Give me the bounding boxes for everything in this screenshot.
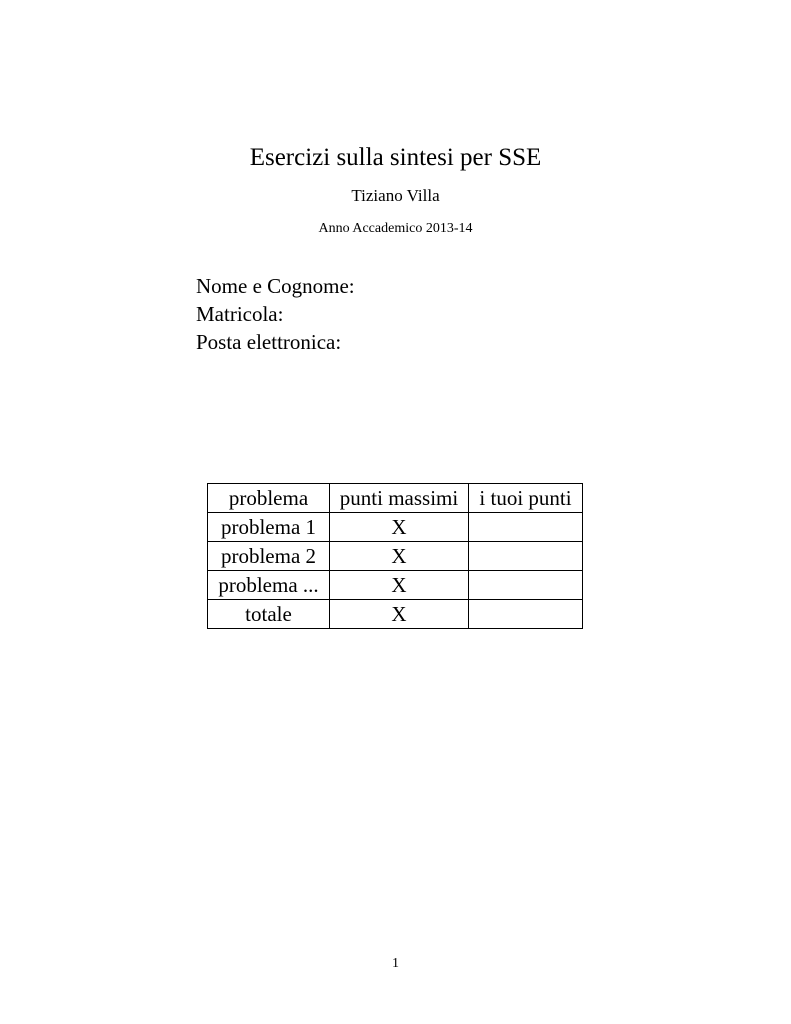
document-title: Esercizi sulla sintesi per SSE xyxy=(249,144,542,171)
student-info-fields xyxy=(196,272,355,356)
max-points-cell: X xyxy=(330,542,469,571)
page-number: 1 xyxy=(392,956,399,971)
document-date: Anno Accademico 2013-14 xyxy=(318,221,473,236)
document-author: Tiziano Villa xyxy=(351,186,440,205)
email-field-label: Posta elettronica: xyxy=(196,330,342,354)
table-row xyxy=(208,513,583,542)
table-row xyxy=(208,542,583,571)
max-points-cell: X xyxy=(330,513,469,542)
table-row xyxy=(208,600,583,629)
max-points-cell: X xyxy=(330,571,469,600)
header-punti-massimi: punti massimi xyxy=(330,484,469,513)
problem-cell: problema 1 xyxy=(208,513,330,542)
header-problema: problema xyxy=(208,484,330,513)
matricola-field-label: Matricola: xyxy=(196,302,284,326)
score-table-header-row xyxy=(208,484,583,513)
your-points-cell xyxy=(469,571,583,600)
your-points-cell xyxy=(469,542,583,571)
name-field-label: Nome e Cognome: xyxy=(196,274,355,298)
problem-cell: problema 2 xyxy=(208,542,330,571)
your-points-cell xyxy=(469,513,583,542)
max-points-cell: X xyxy=(330,600,469,629)
score-table xyxy=(207,483,583,629)
table-row xyxy=(208,571,583,600)
problem-cell: totale xyxy=(208,600,330,629)
problem-cell: problema ... xyxy=(208,571,330,600)
your-points-cell xyxy=(469,600,583,629)
header-tuoi-punti: i tuoi punti xyxy=(469,484,583,513)
